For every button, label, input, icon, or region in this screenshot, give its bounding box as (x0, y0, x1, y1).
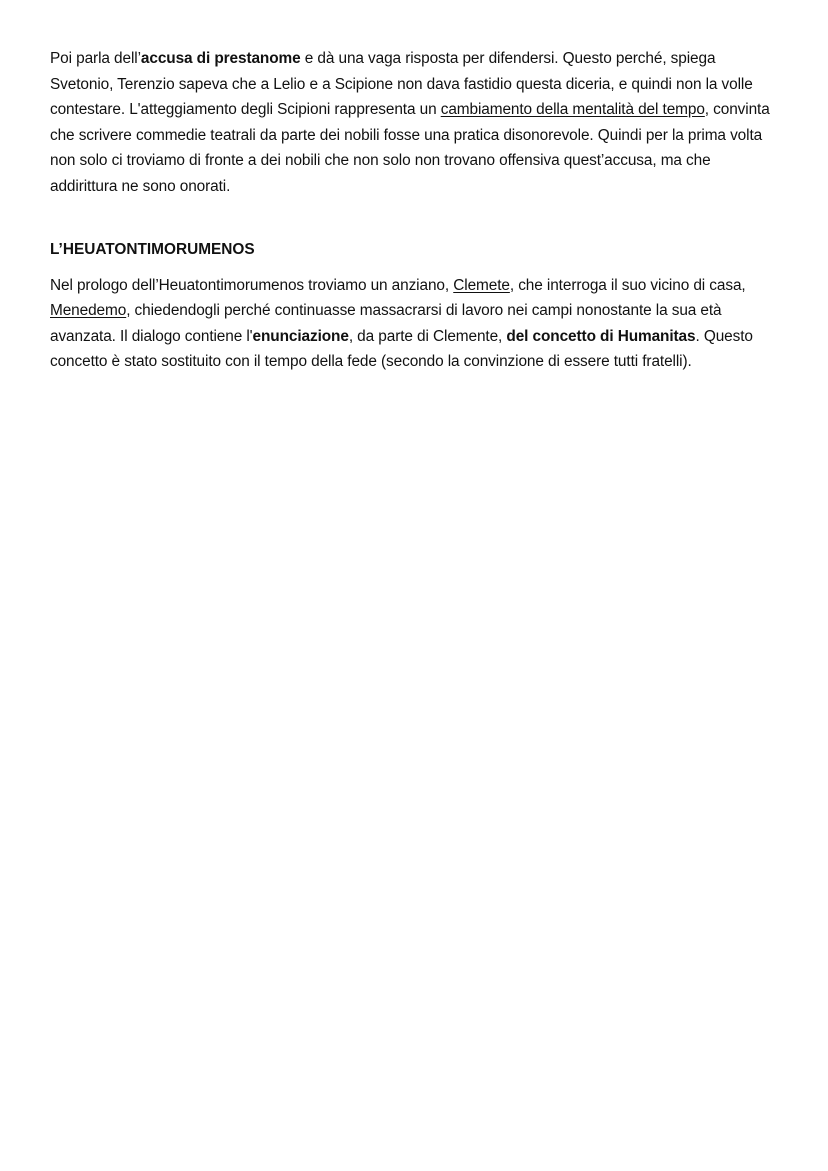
underlined-phrase-cambiamento: cambiamento della mentalità del tempo (440, 101, 705, 118)
text-run: . Questo concetto è stato sostituito con il tempo della fede (secondo la convinzione di essere tutti fratelli). (50, 327, 753, 370)
text-run: Poi parla dell’ (50, 50, 141, 67)
text-run: , convinta che scrivere commedie teatrali da parte dei nobili fosse una pratica disonorevole. Quindi per la prima volta non solo ci troviamo di fronte a dei nobili che non solo non trovano offensiva quest’accusa, ma che addirittura ne sono onorati. (50, 101, 770, 195)
text-run: , da parte di Clemente, (348, 327, 507, 345)
document-body (50, 46, 780, 375)
section-heading: L’HEUATONTIMORUMENOS (50, 241, 255, 258)
bold-term-accusa: accusa di prestanome (140, 50, 301, 67)
paragraph-prestanome (50, 46, 780, 199)
underlined-name-clemete: Clemete (453, 276, 510, 294)
underlined-name-menedemo: Menedemo (50, 302, 127, 319)
bold-term-enunciazione: enunciazione (252, 327, 349, 345)
text-run: , che interroga il suo vicino di casa, (509, 276, 746, 294)
bold-term-humanitas: del concetto di Humanitas (506, 327, 696, 345)
text-run: Nel prologo dell’Heuatontimorumenos troviamo un anziano, (50, 276, 454, 294)
text-run: e dà una vaga risposta per difendersi. Questo perché, spiega Svetonio, Terenzio sapeva che a Lelio e a Scipione non dava fastidio questa diceria, e quindi non la volle contestare. L'atteggiamento degli Scipioni rappresenta un (50, 50, 753, 118)
text-run: , chiedendogli perché continuasse massacrarsi di lavoro nei campi nonostante la sua età avanzata. Il dialogo contiene l' (50, 302, 722, 345)
paragraph-heuatontimorumenos (50, 273, 780, 375)
